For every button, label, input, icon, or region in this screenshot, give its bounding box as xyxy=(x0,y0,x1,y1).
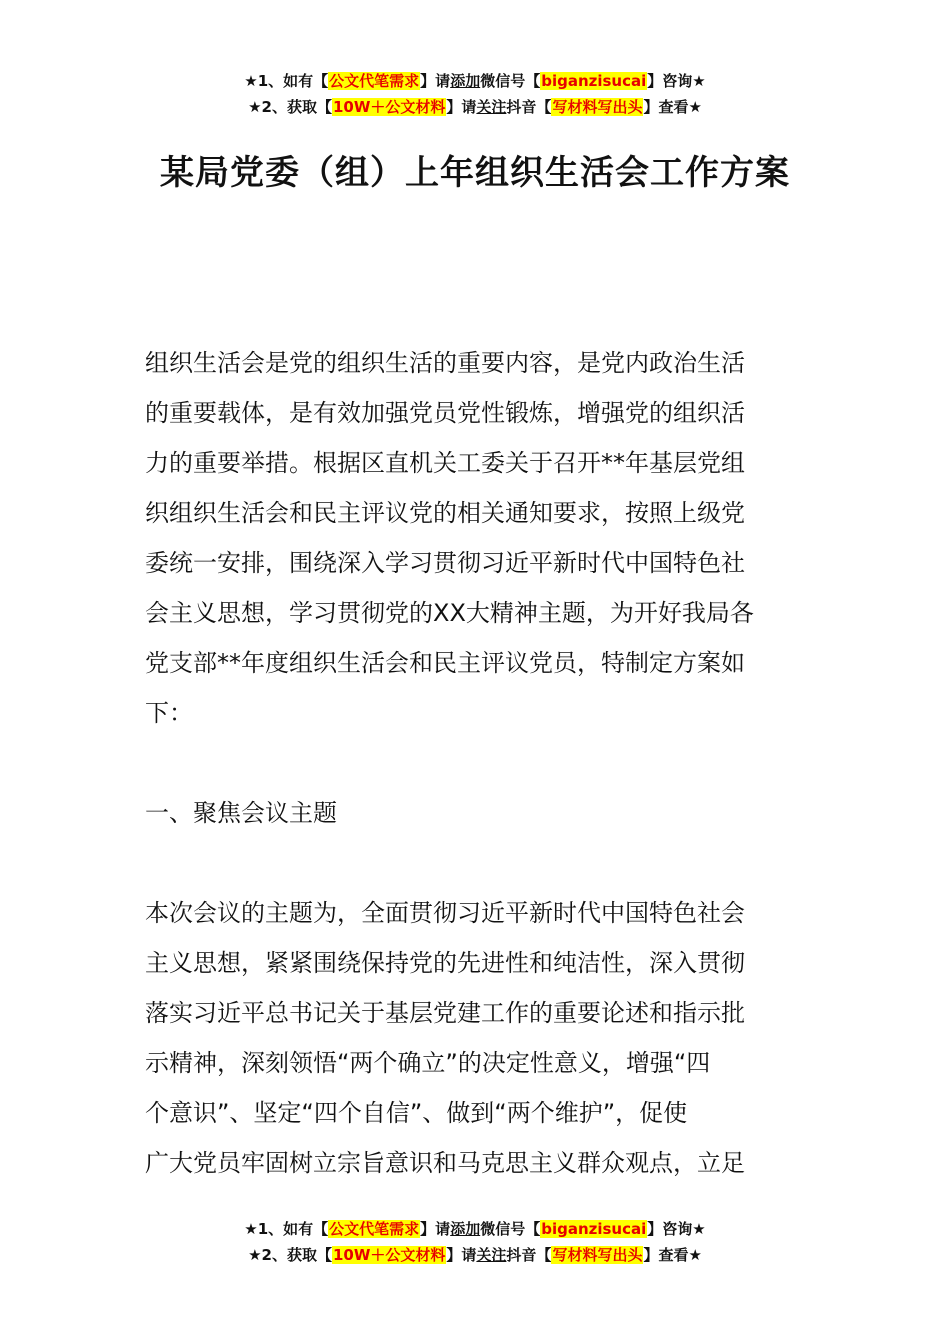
text-line: 落实习近平总书记关于基层党建工作的重要论述和指示批 xyxy=(145,999,745,1027)
promo-underlined-text: 关注 xyxy=(476,1246,507,1264)
promo-highlight: 写材料写出头 xyxy=(552,1246,643,1264)
promo-text: 】请 xyxy=(446,98,477,116)
document-body xyxy=(145,338,810,1188)
promo-highlight: biganzisucai xyxy=(541,72,647,90)
promo-text: 】咨询★ xyxy=(647,1220,706,1238)
text-line: 织组织生活会和民主评议党的相关通知要求，按照上级党 xyxy=(145,499,745,527)
promo-highlight: biganzisucai xyxy=(541,1220,647,1238)
intro-paragraph xyxy=(145,338,810,738)
text-line: 示精神，深刻领悟“两个确立”的决定性意义，增强“四 xyxy=(145,1049,711,1077)
text-line: 的重要载体，是有效加强党员党性锻炼，增强党的组织活 xyxy=(145,399,745,427)
promo-text: ★1、如有【 xyxy=(244,72,329,90)
promo-highlight: 公文代笔需求 xyxy=(329,72,420,90)
section-heading: 一、聚焦会议主题 xyxy=(145,799,337,827)
promo-text: 】请 xyxy=(420,72,451,90)
promo-underlined-text: 添加 xyxy=(450,72,481,90)
text-line: 党支部**年度组织生活会和民主评议党员，特制定方案如 xyxy=(145,649,745,677)
promo-text: 抖音【 xyxy=(506,98,552,116)
promo-text: 】请 xyxy=(420,1220,451,1238)
promo-line-1 xyxy=(0,68,950,94)
promo-text: ★2、获取【 xyxy=(248,1246,332,1264)
text-line: 广大党员牢固树立宗旨意识和马克思主义群众观点，立足 xyxy=(145,1149,745,1177)
promo-text: ★1、如有【 xyxy=(244,1220,329,1238)
promo-text: 抖音【 xyxy=(506,1246,552,1264)
promo-text: 】查看★ xyxy=(643,98,702,116)
text-line: 下： xyxy=(145,699,193,727)
section1-paragraph xyxy=(145,888,810,1188)
promo-line-2 xyxy=(0,94,950,120)
footer-promo-banner xyxy=(0,1216,950,1268)
promo-text: ★2、获取【 xyxy=(248,98,332,116)
promo-line-2 xyxy=(0,1242,950,1268)
text-line: 力的重要举措。根据区直机关工委关于召开**年基层党组 xyxy=(145,449,745,477)
text-line: 主义思想，紧紧围绕保持党的先进性和纯洁性，深入贯彻 xyxy=(145,949,745,977)
text-line: 本次会议的主题为，全面贯彻习近平新时代中国特色社会 xyxy=(145,899,745,927)
header-promo-banner xyxy=(0,68,950,120)
promo-text: 微信号【 xyxy=(480,72,541,90)
promo-underlined-text: 关注 xyxy=(476,98,507,116)
text-line: 个意识”、坚定“四个自信”、做到“两个维护”，促使 xyxy=(145,1099,688,1127)
text-line: 组织生活会是党的组织生活的重要内容，是党内政治生活 xyxy=(145,349,745,377)
paragraph-spacer xyxy=(145,738,810,788)
promo-text: 】咨询★ xyxy=(647,72,706,90)
promo-line-1 xyxy=(0,1216,950,1242)
promo-highlight: 公文代笔需求 xyxy=(329,1220,420,1238)
promo-highlight: 10W＋公文材料 xyxy=(332,1246,446,1264)
paragraph-spacer xyxy=(145,838,810,888)
promo-underlined-text: 添加 xyxy=(450,1220,481,1238)
promo-text: 微信号【 xyxy=(480,1220,541,1238)
promo-text: 】请 xyxy=(446,1246,477,1264)
text-line: 委统一安排，围绕深入学习贯彻习近平新时代中国特色社 xyxy=(145,549,745,577)
document-title: 某局党委（组）上年组织生活会工作方案 xyxy=(160,153,790,193)
text-line: 会主义思想，学习贯彻党的XX大精神主题，为开好我局各 xyxy=(145,599,754,627)
promo-text: 】查看★ xyxy=(643,1246,702,1264)
promo-highlight: 10W＋公文材料 xyxy=(332,98,446,116)
promo-highlight: 写材料写出头 xyxy=(552,98,643,116)
